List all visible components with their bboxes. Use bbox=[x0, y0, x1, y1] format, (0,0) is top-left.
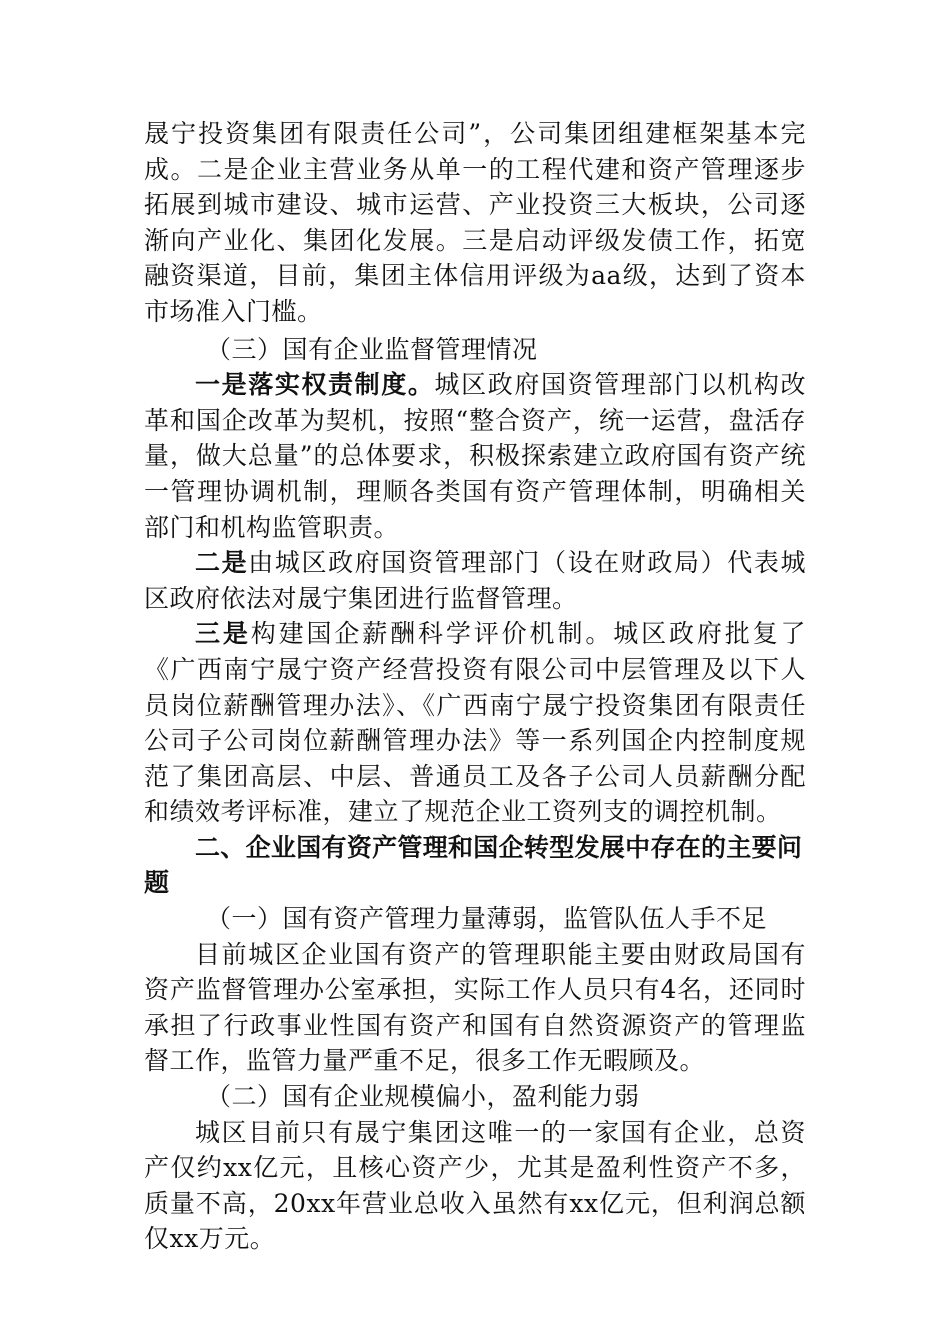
paragraph-rights-system bbox=[144, 367, 806, 545]
paragraph-enterprise-scale: 城区目前只有晟宁集团这唯一的一家国有企业，总资产仅约xx亿元，且核心资产少，尤其是盈利性资产不多，质量不高，20xx年营业总收入虽然有xx亿元，但利润总额仅xx万元。 bbox=[144, 1117, 806, 1254]
paragraph-supervision-dept bbox=[144, 545, 806, 616]
paragraph-management-staff: 目前城区企业国有资产的管理职能主要由财政局国有资产监督管理办公室承担，实际工作人员只有4名，还同时承担了行政事业性国有资产和国有自然资源资产的管理监督工作，监管力量严重不足，很多工作无暇顾及。 bbox=[144, 939, 806, 1076]
paragraph-continuation: 晟宁投资集团有限责任公司”，公司集团组建框架基本完成。二是企业主营业务从单一的工程代建和资产管理逐步拓展到城市建设、城市运营、产业投资三大板块，公司逐渐向产业化、集团化发展。三是启动评级发债工作，拓宽融资渠道，目前，集团主体信用评级为aa级，达到了资本市场准入门槛。 bbox=[144, 119, 806, 326]
paragraph-body: 由城区政府国资管理部门（设在财政局）代表城区政府依法对晟宁集团进行监督管理。 bbox=[144, 548, 806, 613]
section-heading-problems: 二、企业国有资产管理和国企转型发展中存在的主要问题 bbox=[144, 832, 803, 898]
lead-phrase: 三是 bbox=[195, 619, 251, 649]
lead-phrase: 一是落实权责制度。 bbox=[195, 370, 435, 400]
lead-phrase: 二是 bbox=[195, 548, 249, 578]
document-page bbox=[144, 116, 806, 1257]
paragraph-salary-mechanism bbox=[144, 616, 806, 830]
subheading-small-scale: （二）国有企业规模偏小，盈利能力弱 bbox=[206, 1082, 640, 1112]
paragraph-body: 构建国企薪酬科学评价机制。城区政府批复了《广西南宁晟宁资产经营投资有限公司中层管理及以下人员岗位薪酬管理办法》、《广西南宁晟宁投资集团有限责任公司子公司岗位薪酬管理办法》等一系列国企内控制度规范了集团高层、中层、普通员工及各子公司人员薪酬分配和绩效考评标准，建立了规范企业工资列支的调控机制。 bbox=[144, 619, 806, 827]
subheading-weak-management: （一）国有资产管理力量薄弱，监管队伍人手不足 bbox=[206, 904, 768, 934]
subheading-supervision: （三）国有企业监督管理情况 bbox=[206, 334, 538, 364]
paragraph-body: 城区政府国资管理部门以机构改革和国企改革为契机，按照“整合资产，统一运营，盘活存量，做大总量”的总体要求，积极探索建立政府国有资产统一管理协调机制，理顺各类国有资产管理体制，明确相关部门和机构监管职责。 bbox=[144, 370, 806, 542]
